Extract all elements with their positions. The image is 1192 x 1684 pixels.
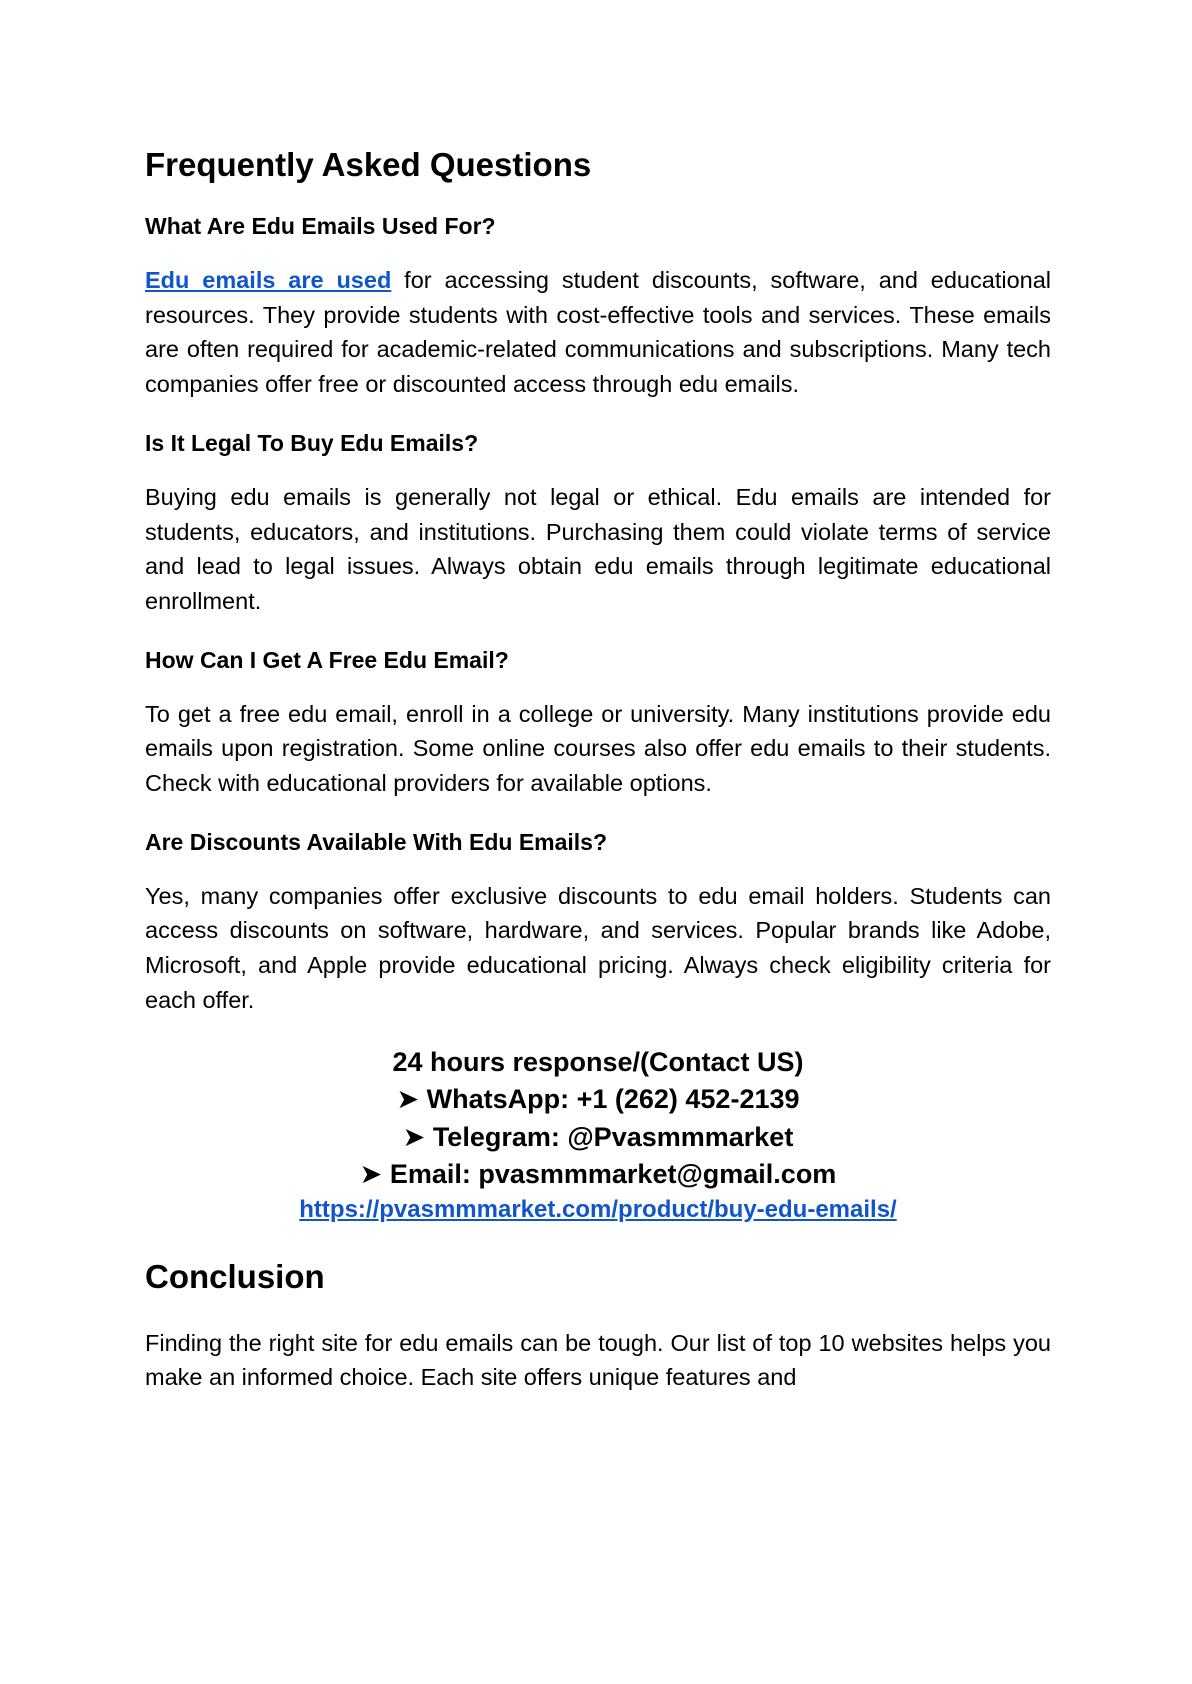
faq-answer-4: Yes, many companies offer exclusive discounts to edu email holders. Students can access discounts on software, hardware, and services. Popular brands like Adobe, Microsoft, and Apple provide educational pricing. Always check eligibility criteria for each offer. — [145, 882, 1051, 1013]
faq-answer-1 — [145, 263, 1051, 402]
product-url-link[interactable]: https://pvasmmmarket.com/product/buy-edu-emails/ — [299, 1195, 897, 1223]
conclusion-heading: Conclusion — [145, 1257, 325, 1295]
document-content — [145, 142, 1051, 1395]
contact-heading: 24 hours response/(Contact US) — [392, 1046, 804, 1077]
arrow-icon: ➤ — [359, 1159, 383, 1191]
faq-answer-3: To get a free edu email, enroll in a college or university. Many institutions provide edu emails upon registration. Some online courses also offer edu emails to their students. Check with educational providers for available options. — [145, 700, 1051, 797]
telegram-text: Telegram: @Pvasmmmarket — [432, 1121, 794, 1152]
faq-question-1: What Are Edu Emails Used For? — [145, 213, 496, 239]
arrow-icon: ➤ — [402, 1121, 426, 1153]
conclusion-text: Finding the right site for edu emails can be tough. Our list of top 10 websites helps you make an informed choice. Each site offers unique features and — [145, 1329, 1051, 1391]
arrow-icon: ➤ — [396, 1084, 420, 1116]
contact-telegram — [145, 1119, 1051, 1157]
contact-block — [145, 1044, 1051, 1226]
faq-question-2: Is It Legal To Buy Edu Emails? — [145, 429, 479, 456]
faq-answer-1-text: for accessing student discounts, software, and educational resources. They provide students with cost-effective tools and services. These emails are often required for academic-related communications and subscriptions. Many tech companies offer free or discounted access through edu emails. — [145, 267, 1051, 398]
faq-question-4: Are Discounts Available With Edu Emails? — [145, 828, 608, 855]
faq-heading: Frequently Asked Questions — [145, 146, 592, 183]
faq-question-3: How Can I Get A Free Edu Email? — [145, 646, 509, 673]
contact-whatsapp — [145, 1081, 1051, 1119]
email-text: Email: pvasmmmarket@gmail.com — [389, 1159, 837, 1190]
faq-answer-2: Buying edu emails is generally not legal or ethical. Edu emails are intended for students, educators, and institutions. Purchasing them could violate terms of service and lead to legal issues. Always obtain edu emails through legitimate educational enrollment. — [145, 483, 1051, 614]
contact-email — [145, 1156, 1051, 1194]
edu-emails-link[interactable]: Edu emails are used — [145, 267, 392, 293]
whatsapp-text: WhatsApp: +1 (262) 452-2139 — [426, 1084, 800, 1115]
